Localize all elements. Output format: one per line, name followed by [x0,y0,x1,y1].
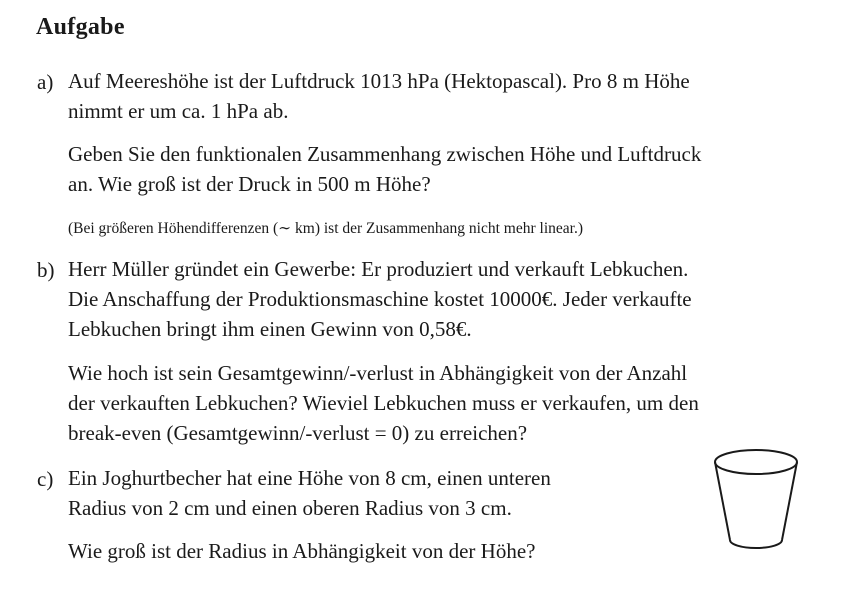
yogurt-cup-illustration [706,444,806,556]
item-a-intro-line-1: Auf Meereshöhe ist der Luftdruck 1013 hPa (Hektopascal). Pro 8 m Höhe [68,69,690,93]
item-b-question-line-1: Wie hoch ist sein Gesamtgewinn/-verlust in Abhängigkeit von der Anzahl [68,361,688,385]
cup-rim [715,450,797,474]
cup-base [730,540,782,548]
item-c-question-line-1: Wie groß ist der Radius in Abhängigkeit von der Höhe? [68,539,536,563]
item-b-intro-line-3: Lebkuchen bringt ihm einen Gewinn von 0,58€. [68,317,472,341]
cup-left-side [715,462,730,540]
item-c-intro [68,463,551,523]
item-a-note: (Bei größeren Höhendifferenzen (∼ km) ist der Zusammenhang nicht mehr linear.) [68,220,583,237]
item-a-question-line-2: an. Wie groß ist der Druck in 500 m Höhe? [68,172,431,196]
item-c-question [68,536,535,566]
item-b-question-line-2: der verkauften Lebkuchen? Wieviel Lebkuchen muss er verkaufen, um den [68,391,699,415]
item-a-question-line-1: Geben Sie den funktionalen Zusammenhang zwischen Höhe und Luftdruck [68,142,702,166]
item-c-intro-line-1: Ein Joghurtbecher hat eine Höhe von 8 cm, einen unteren [68,466,551,490]
item-c-intro-line-2: Radius von 2 cm und einen oberen Radius von 3 cm. [68,496,512,520]
item-b-intro-line-2: Die Anschaffung der Produktionsmaschine kostet 10000€. Jeder verkaufte [68,287,692,311]
item-b-question [68,358,699,448]
item-a-label: a) [37,70,54,94]
item-a-question [68,139,701,199]
page-title: Aufgabe [36,14,125,40]
item-b-label: b) [37,258,55,282]
cup-right-side [782,462,797,540]
item-b-intro-line-1: Herr Müller gründet ein Gewerbe: Er produziert und verkauft Lebkuchen. [68,257,689,281]
item-b-question-line-3: break-even (Gesamtgewinn/-verlust = 0) zu erreichen? [68,421,528,445]
item-a-intro-line-2: nimmt er um ca. 1 hPa ab. [68,99,289,123]
item-c-label: c) [37,467,54,491]
item-a-intro [68,66,690,126]
item-b-intro [68,254,692,344]
